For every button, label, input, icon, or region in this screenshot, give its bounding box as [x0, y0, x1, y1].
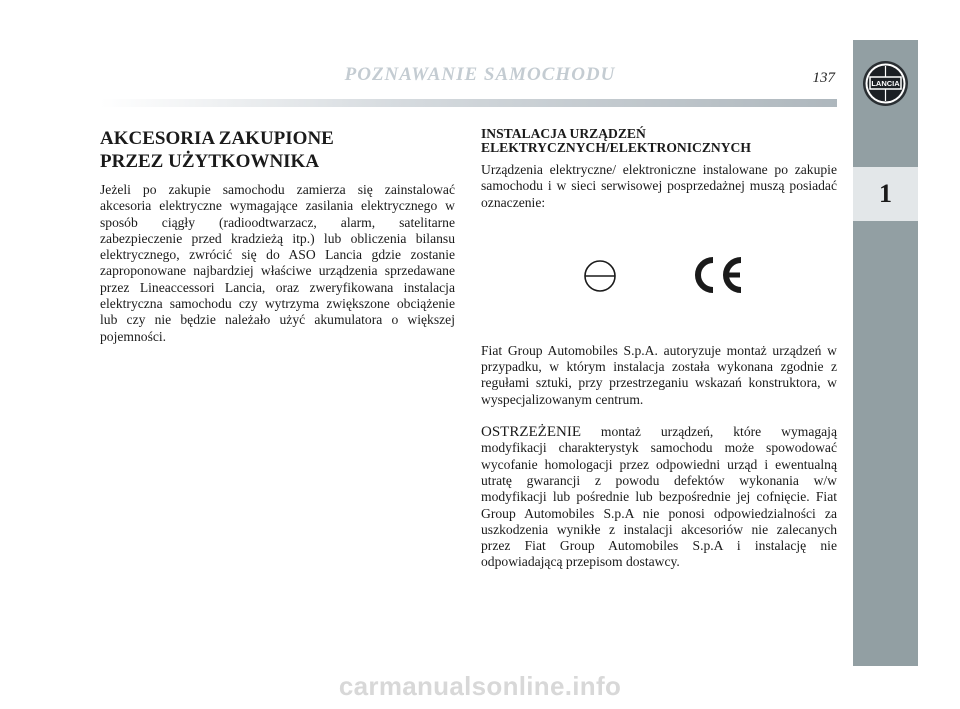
ce-mark-icon [689, 255, 747, 295]
accessories-paragraph: Jeżeli po zakupie samochodu zamierza się zainstalować akcesoria elektryczne wymagające zasilania elektrycznego w sposób ciągły (radioodtwarzacz, alarm, satelitarne zabezpieczenie przed kradzieżą itp.) lub obliczenia bilansu elektrycznego, zwrócić się do ASO Lancia gdzie zostanie zaproponowane najbardziej właściwe urządzenia sprzedawane przez Lineaccessori Lancia, oraz zweryfikowana instalacja elektryczna samochodu czy wytrzyma zwiększone obciążenie lub czy nie będzie należało użyć akumulatora o większej pojemności. [100, 182, 455, 344]
e-mark-icon [583, 259, 617, 293]
section-heading-accessories: AKCESORIA ZAKUPIONE PRZEZ UŻYTKOWNIKA [100, 128, 334, 172]
installation-intro: Urządzenia elektryczne/ elektroniczne instalowane po zakupie samochodu i w sieci serwisowej posprzedażnej muszą posiadać oznaczenie: [481, 162, 837, 210]
running-header-title: POZNAWANIE SAMOCHODU [344, 64, 616, 85]
authorization-paragraph: Fiat Group Automobiles S.p.A. autoryzuje montaż urządzeń w przypadku, w którym instalacja została wykonana zgodnie z regułami sztuki, przy przestrzeganiu wskazań konstruktora, w wyspecjalizowanym centrum. [481, 342, 837, 407]
left-column [100, 127, 455, 345]
certification-marks [481, 211, 837, 343]
header-rule [100, 99, 837, 107]
warning-label: OSTRZEŻENIE [481, 424, 581, 441]
chapter-number: 1 [879, 179, 892, 208]
chapter-sidebar [853, 40, 918, 666]
watermark: carmanualsonline.info [338, 671, 622, 701]
warning-text: montaż urządzeń, które wymagają modyfikacji charakterystyk samochodu może spowodować wycofanie homologacji przez odpowiedni urząd i ewentualną utratę gwarancji z powodu defektów wykonania w/w modyfikacji lub pośrednie lub bezpośrednie jej cofnięcie. Fiat Group Automobiles S.p.A nie ponosi odpowiedzialności za uszkodzenia wynikłe z instalacji akcesoriów nie zalecanych przez Fiat Group Automobiles S.p.A i instalację nie odpowiadającą przepisom dostawcy. [481, 424, 837, 570]
right-column [481, 127, 837, 571]
warning-paragraph [481, 424, 837, 571]
lancia-logo-icon [862, 60, 909, 107]
section-heading-installation: INSTALACJA URZĄDZEŃ ELEKTRYCZNYCH/ELEKTRONICZNYCH [481, 126, 751, 155]
page-number: 137 [812, 70, 835, 86]
chapter-tab [853, 167, 918, 221]
logo-text: LANCIA [871, 79, 900, 88]
